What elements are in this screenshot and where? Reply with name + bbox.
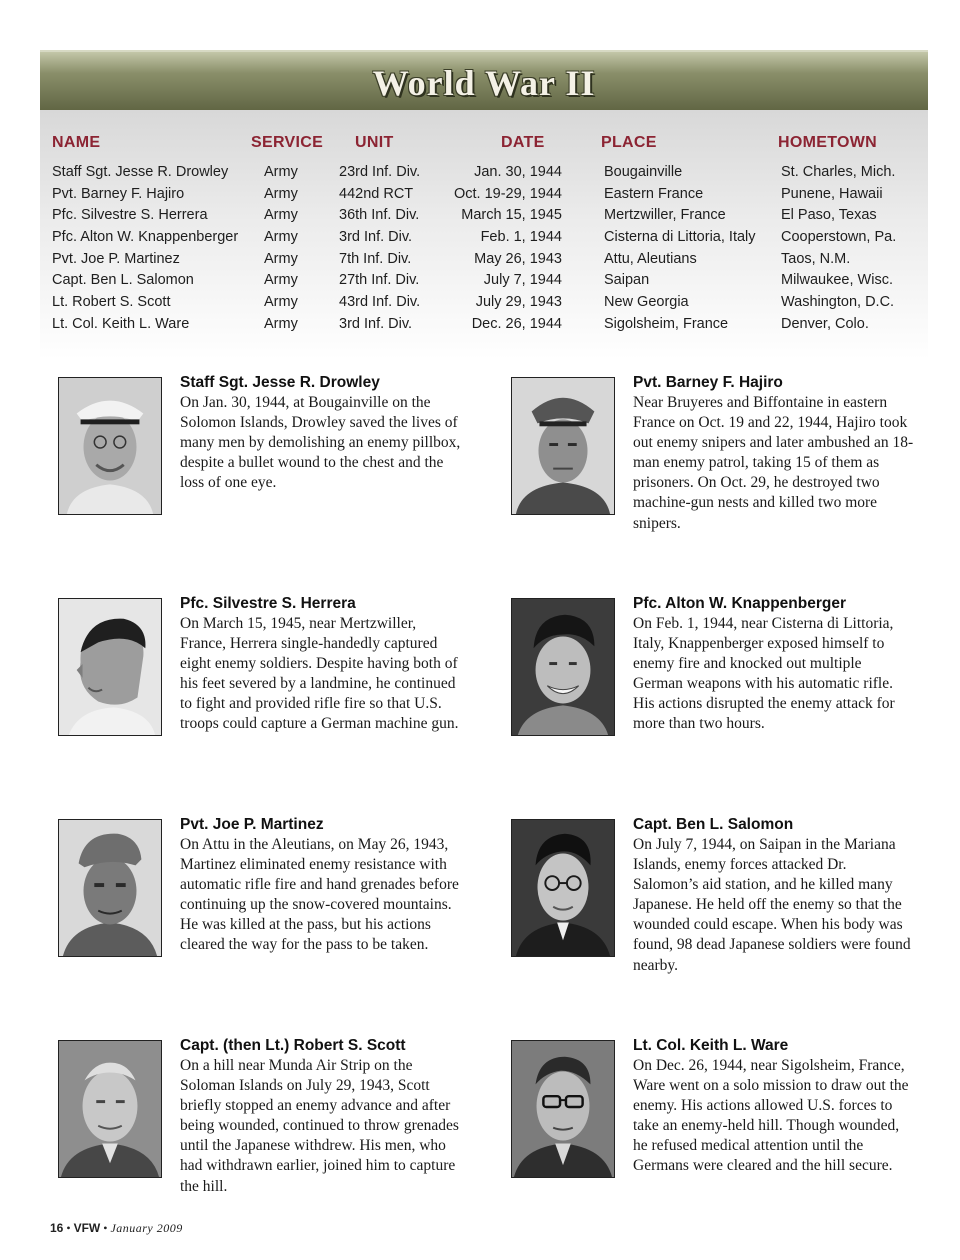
footer-separator: • [66, 1221, 74, 1235]
cell-unit: 3rd Inf. Div. [339, 315, 413, 332]
cell-date: Dec. 26, 1944 [471, 315, 562, 332]
issue-date: January 2009 [110, 1221, 183, 1235]
cell-name: Pfc. Alton W. Knappenberger [52, 229, 239, 246]
column-header-hometown: HOMETOWN [778, 134, 877, 151]
cell-hometown: Taos, N.M. [781, 250, 851, 267]
portrait-photo-drowley [58, 377, 162, 515]
cell-name: Pvt. Barney F. Hajiro [52, 185, 185, 202]
cell-name: Capt. Ben L. Salomon [52, 272, 194, 289]
cell-service: Army [264, 294, 298, 311]
cell-place: Attu, Aleutians [604, 250, 697, 267]
bio-text: On Feb. 1, 1944, near Cisterna di Littoria, Italy, Knappenberger exposed himself to enemy fire and knocked out multiple German weapons with his automatic rifle. His actions disrupted the enemy attack for more than two hours. [633, 615, 895, 733]
table-row [52, 164, 912, 186]
cell-date: March 15, 1945 [461, 207, 562, 224]
column-header-service: SERVICE [251, 134, 324, 151]
table-row [52, 272, 912, 294]
cell-place: Sigolsheim, France [604, 315, 729, 332]
bio-name: Pvt. Barney F. Hajiro [633, 374, 783, 391]
bio-name: Capt. (then Lt.) Robert S. Scott [180, 1037, 406, 1054]
honor-table [52, 164, 912, 338]
cell-unit: 43rd Inf. Div. [339, 294, 421, 311]
portrait-photo-salomon [511, 819, 615, 957]
cell-unit: 23rd Inf. Div. [339, 164, 421, 180]
title-banner [40, 50, 928, 112]
bio-text: On July 7, 1944, on Saipan in the Mariana Islands, enemy forces attacked Dr. Salomon’s aid station, and he killed many Japanese. He held off the enemy so that the wounded could escape. When his body was found, 98 dead Japanese soldiers were found nearby. [633, 836, 911, 974]
cell-unit: 3rd Inf. Div. [339, 229, 413, 246]
cell-hometown: El Paso, Texas [781, 207, 877, 224]
column-header-date: DATE [501, 134, 545, 151]
cell-date: July 7, 1944 [483, 272, 562, 289]
cell-service: Army [264, 207, 298, 224]
bio-name: Pvt. Joe P. Martinez [180, 816, 324, 833]
portrait-photo-hajiro [511, 377, 615, 515]
bio-text: On Attu in the Aleutians, on May 26, 1943, Martinez eliminated enemy resistance with automatic rifle fire and hand grenades before continuing up the snow-covered mountains. He was killed at the pass, but his actions cleared the way for the pass to be taken. [180, 836, 459, 954]
cell-place: Eastern France [604, 185, 704, 202]
cell-date: Feb. 1, 1944 [480, 229, 562, 246]
cell-name: Lt. Col. Keith L. Ware [52, 315, 190, 332]
cell-service: Army [264, 164, 298, 180]
cell-name: Lt. Robert S. Scott [52, 294, 171, 311]
table-row [52, 294, 912, 316]
cell-hometown: Denver, Colo. [781, 315, 869, 332]
bio-text: On March 15, 1945, near Mertzwiller, France, Herrera single-handedly captured eight enemy soldiers. Despite having both of his feet severed by a landmine, he continued to fight and provided rifle fire so that U.S. troops could capture a German machine gun. [180, 615, 459, 733]
cell-name: Pfc. Silvestre S. Herrera [52, 207, 208, 224]
cell-hometown: St. Charles, Mich. [781, 164, 896, 180]
portrait-photo-ware [511, 1040, 615, 1178]
column-header-place: PLACE [601, 134, 657, 151]
bio-name: Lt. Col. Keith L. Ware [633, 1037, 789, 1054]
portrait-photo-herrera [58, 598, 162, 736]
bio-text: On a hill near Munda Air Strip on the Soloman Islands on July 29, 1943, Scott briefly stopped an enemy advance and after being wounded, continued to throw grenades until the Japanese withdrew. His men, who had withdrawn earlier, joined him to capture the hill. [180, 1057, 459, 1195]
bio-text: On Dec. 26, 1944, near Sigolsheim, France, Ware went on a solo mission to draw out the enemy. His actions allowed U.S. forces to take an enemy-held hill. Though wounded, he refused medical attention until the Germans were cleared and the hill secure. [633, 1057, 909, 1175]
cell-service: Army [264, 185, 298, 202]
bio-name: Capt. Ben L. Salomon [633, 816, 794, 833]
bio-name: Pfc. Silvestre S. Herrera [180, 595, 356, 612]
column-header-name: NAME [52, 134, 101, 151]
bio-name: Pfc. Alton W. Knappenberger [633, 595, 846, 612]
column-header-unit: UNIT [355, 134, 394, 151]
cell-date: July 29, 1943 [475, 294, 562, 311]
cell-date: Jan. 30, 1944 [474, 164, 562, 180]
cell-unit: 7th Inf. Div. [339, 250, 412, 267]
cell-name: Staff Sgt. Jesse R. Drowley [52, 164, 229, 180]
cell-place: Cisterna di Littoria, Italy [604, 229, 756, 246]
cell-hometown: Punene, Hawaii [781, 185, 883, 202]
page-footer [50, 1221, 183, 1236]
page-number: 16 [50, 1221, 64, 1235]
cell-unit: 442nd RCT [339, 185, 414, 202]
cell-hometown: Cooperstown, Pa. [781, 229, 897, 246]
portrait-photo-knappenberger [511, 598, 615, 736]
cell-service: Army [264, 272, 298, 289]
cell-place: Saipan [604, 272, 650, 289]
cell-hometown: Washington, D.C. [781, 294, 895, 311]
footer-separator: • [103, 1221, 111, 1235]
cell-unit: 36th Inf. Div. [339, 207, 420, 224]
cell-unit: 27th Inf. Div. [339, 272, 420, 289]
cell-place: Mertzwiller, France [604, 207, 726, 224]
cell-date: May 26, 1943 [474, 250, 562, 267]
portrait-photo-scott [58, 1040, 162, 1178]
cell-hometown: Milwaukee, Wisc. [781, 272, 893, 289]
table-row [52, 316, 912, 338]
cell-date: Oct. 19-29, 1944 [453, 185, 562, 202]
cell-name: Pvt. Joe P. Martinez [52, 250, 180, 267]
table-row [52, 251, 912, 273]
table-row [52, 207, 912, 229]
cell-place: Bougainville [604, 164, 683, 180]
page-title: World War II [372, 63, 596, 103]
portrait-photo-martinez [58, 819, 162, 957]
bio-name: Staff Sgt. Jesse R. Drowley [180, 374, 380, 391]
cell-place: New Georgia [604, 294, 689, 311]
cell-service: Army [264, 315, 298, 332]
cell-service: Army [264, 229, 298, 246]
bio-text: Near Bruyeres and Biffontaine in eastern France on Oct. 19 and 22, 1944, Hajiro took out enemy snipers and later ambushed an 18-man enemy patrol, taking 15 of them as prisoners. On Oct. 29, he destroyed two machine-gun nests and killed two more snipers. [633, 394, 914, 532]
magazine-name: VFW [73, 1221, 101, 1235]
cell-service: Army [264, 250, 298, 267]
table-row [52, 186, 912, 208]
bio-text: On Jan. 30, 1944, at Bougainville on the Solomon Islands, Drowley saved the lives of many men by demolishing an enemy pillbox, despite a bullet wound to the chest and the loss of one eye. [180, 394, 461, 492]
table-row [52, 229, 912, 251]
